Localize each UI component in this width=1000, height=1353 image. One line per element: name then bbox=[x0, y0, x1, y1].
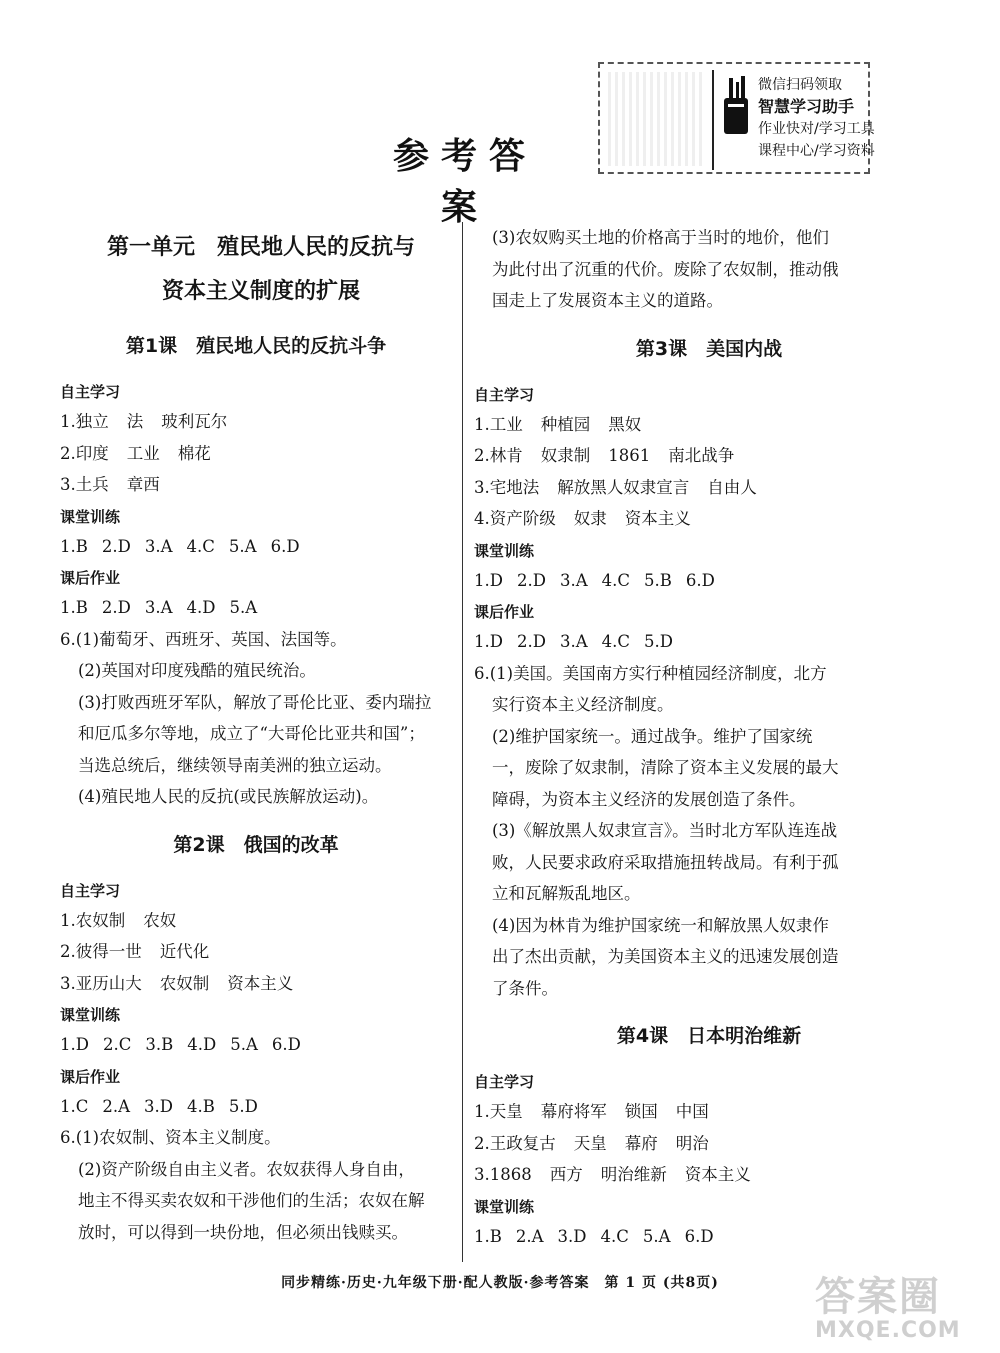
answer-line: 3.土兵 章西 bbox=[60, 475, 160, 494]
answer-line: 障碍，为资本主义经济的发展创造了条件。 bbox=[492, 789, 806, 809]
section-title: 课堂训练 bbox=[474, 1197, 535, 1216]
answer-line: 1.农奴制 农奴 bbox=[60, 910, 177, 930]
answer-line: 为此付出了沉重的代价。废除了农奴制，推动俄 bbox=[492, 259, 839, 279]
right-column bbox=[474, 222, 944, 1252]
answer-line: 3.宅地法 解放黑人奴隶宣言 自由人 bbox=[474, 477, 757, 497]
answer-line: 1.天皇 幕府将军 锁国 中国 bbox=[474, 1102, 709, 1121]
qr-text bbox=[758, 74, 875, 162]
answer-line: 2.王政复古 天皇 幕府 明治 bbox=[474, 1133, 709, 1153]
qr-code-image[interactable] bbox=[608, 72, 706, 166]
answer-line: 2.彼得一世 近代化 bbox=[60, 942, 210, 961]
page-footer: 同步精练·历史·九年级下册·配人教版·参考答案 第 1 页 (共8页) bbox=[281, 1275, 719, 1291]
qr-line: 智慧学习助手 bbox=[758, 97, 855, 116]
page-title: 参考答案 bbox=[392, 136, 537, 228]
answer-line: (3)《解放黑人奴隶宣言》。当时北方军队连连战 bbox=[492, 821, 838, 840]
answer-line: 2.林肯 奴隶制 1861 南北战争 bbox=[474, 446, 735, 465]
answer-line: 1.B 2.D 3.A 4.C 5.A 6.D bbox=[60, 536, 300, 556]
answer-line: 1.B 2.A 3.D 4.C 5.A 6.D bbox=[474, 1226, 714, 1246]
answer-line: 当选总统后，继续领导南美洲的独立运动。 bbox=[78, 755, 392, 775]
section-title: 自主学习 bbox=[474, 385, 535, 404]
answer-line: 3.亚历山大 农奴制 资本主义 bbox=[60, 973, 294, 993]
answer-line: 了条件。 bbox=[492, 978, 558, 998]
section-title: 课堂训练 bbox=[474, 541, 535, 560]
section-title: 自主学习 bbox=[474, 1073, 535, 1091]
watermark-url: MXQE.COM bbox=[815, 1318, 961, 1343]
answer-line: 1.独立 法 玻利瓦尔 bbox=[60, 412, 228, 431]
section-title: 课后作业 bbox=[60, 569, 121, 587]
section-title: 自主学习 bbox=[60, 383, 121, 401]
answer-line: (3)农奴购买土地的价格高于当时的地价，他们 bbox=[492, 228, 829, 247]
answer-line: 2.印度 工业 棉花 bbox=[60, 443, 211, 463]
watermark bbox=[815, 1275, 985, 1345]
answer-line: 地主不得买卖农奴和干涉他们的生活；农奴在解 bbox=[78, 1191, 425, 1210]
answer-line: 和厄瓜多尔等地，成立了“大哥伦比亚共和国”； bbox=[78, 724, 425, 743]
answer-line: 立和瓦解叛乱地区。 bbox=[492, 884, 641, 903]
column-divider bbox=[462, 222, 463, 1262]
answer-line: 国走上了发展资本主义的道路。 bbox=[492, 291, 723, 310]
watermark-logo: 答案圈 bbox=[815, 1274, 941, 1320]
answer-line: 1.D 2.C 3.B 4.D 5.A 6.D bbox=[60, 1035, 301, 1054]
answer-line: 3.1868 西方 明治维新 资本主义 bbox=[474, 1165, 751, 1184]
answer-line: 放时，可以得到一块份地，但必须出钱赎买。 bbox=[78, 1222, 408, 1242]
answer-line: 一，废除了奴隶制，清除了资本主义发展的最大 bbox=[492, 758, 839, 777]
lesson-title: 第2课 俄国的改革 bbox=[173, 833, 339, 856]
section-title: 课堂训练 bbox=[60, 1006, 121, 1024]
answer-line: 1.D 2.D 3.A 4.C 5.D bbox=[474, 632, 673, 651]
lesson-title: 第4课 日本明治维新 bbox=[616, 1025, 802, 1047]
section-title: 自主学习 bbox=[60, 881, 121, 900]
answer-line: 败，人民要求政府采取措施扭转战局。有利于孤 bbox=[492, 852, 839, 872]
answer-line: 4.资产阶级 奴隶 资本主义 bbox=[474, 509, 691, 528]
unit-title-line: 第一单元 殖民地人民的反抗与 bbox=[106, 235, 415, 260]
section-title: 课后作业 bbox=[60, 1067, 121, 1086]
pencil-cup-icon bbox=[721, 74, 751, 138]
answer-line: 6.(1)葡萄牙、西班牙、英国、法国等。 bbox=[60, 629, 347, 649]
answer-line: 6.(1)农奴制、资本主义制度。 bbox=[60, 1128, 281, 1147]
qr-panel[interactable] bbox=[598, 62, 875, 174]
answer-line: 实行资本主义经济制度。 bbox=[492, 695, 674, 714]
lesson-title: 第3课 美国内战 bbox=[635, 337, 783, 360]
answer-line: 1.C 2.A 3.D 4.B 5.D bbox=[60, 1096, 258, 1116]
unit-title-line: 资本主义制度的扩展 bbox=[161, 279, 360, 304]
answer-line: 1.D 2.D 3.A 4.C 5.B 6.D bbox=[474, 570, 715, 590]
section-title: 课堂训练 bbox=[60, 507, 121, 526]
qr-line: 课程中心/学习资料 bbox=[758, 143, 875, 159]
left-column bbox=[60, 222, 452, 1248]
qr-line: 作业快对/学习工具 bbox=[758, 121, 875, 137]
answer-line: 1.B 2.D 3.A 4.D 5.A bbox=[60, 598, 258, 617]
answer-line: (4)因为林肯为维护国家统一和解放黑人奴隶作 bbox=[492, 915, 829, 935]
answer-line: (2)维护国家统一。通过战争。维护了国家统 bbox=[492, 726, 813, 746]
lesson-title: 第1课 殖民地人民的反抗斗争 bbox=[125, 335, 387, 357]
qr-line: 微信扫码领取 bbox=[758, 77, 842, 93]
section-title: 课后作业 bbox=[474, 603, 535, 621]
unit-title bbox=[70, 226, 452, 314]
answer-line: 出了杰出贡献，为美国资本主义的迅速发展创造 bbox=[492, 947, 839, 966]
answer-line: (2)英国对印度残酷的殖民统治。 bbox=[78, 661, 316, 680]
answer-line: (3)打败西班牙军队，解放了哥伦比亚、委内瑞拉 bbox=[78, 692, 432, 712]
answer-line: 6.(1)美国。美国南方实行种植园经济制度，北方 bbox=[474, 663, 827, 683]
qr-divider bbox=[712, 70, 714, 170]
answer-line: 1.工业 种植园 黑奴 bbox=[474, 414, 642, 434]
answer-line: (4)殖民地人民的反抗(或民族解放运动)。 bbox=[78, 787, 379, 806]
answer-line: (2)资产阶级自由主义者。农奴获得人身自由， bbox=[78, 1159, 415, 1179]
